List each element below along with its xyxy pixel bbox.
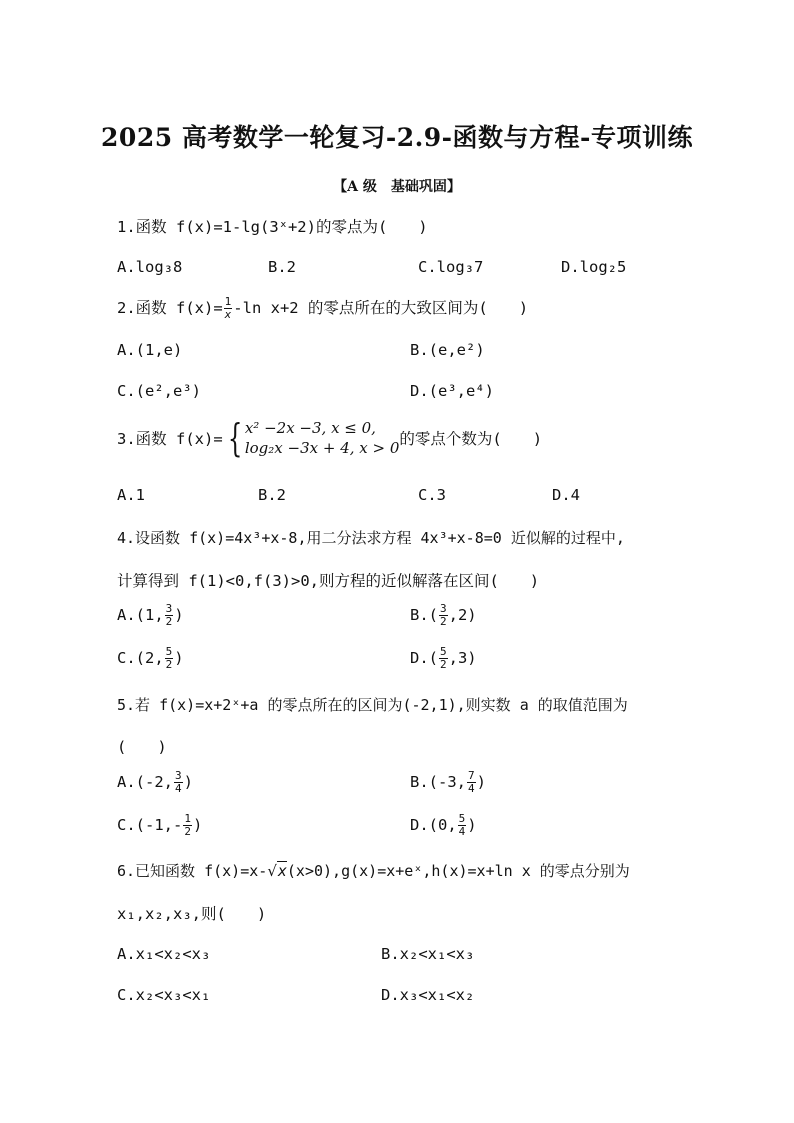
page-title: 2025 高考数学一轮复习-2.9-函数与方程-专项训练 — [101, 123, 693, 152]
q3-option-a: A.1 — [117, 486, 145, 504]
q4-b-frac — [439, 603, 448, 628]
q6-option-d: D.x₃<x₁<x₂ — [381, 986, 475, 1004]
q5-a-frac — [174, 770, 183, 795]
q4-d-pre: D.( — [410, 649, 438, 667]
q3-piecewise — [223, 418, 400, 458]
q5-option-d — [410, 813, 477, 838]
q1-option-b: B.2 — [268, 258, 296, 276]
q5-b-num: 7 — [468, 769, 475, 782]
question-4-line-2: 计算得到 f(1)<0,f(3)>0,则方程的近似解落在区间( ) — [117, 572, 540, 590]
q2-option-d: D.(e³,e⁴) — [410, 382, 494, 400]
q4-a-num: 3 — [165, 602, 173, 615]
question-4-line-1: 4.设函数 f(x)=4x³+x-8,用二分法求方程 4x³+x-8=0 近似解的过程中, — [117, 529, 625, 547]
q5-a-den: 4 — [175, 782, 182, 795]
q4-option-b — [410, 603, 477, 628]
q4-a-post: ) — [174, 606, 184, 624]
question-6-line-1 — [117, 860, 630, 881]
q6-option-a: A.x₁<x₂<x₃ — [117, 945, 211, 963]
question-6-line-2: x₁,x₂,x₃,则( ) — [117, 905, 267, 923]
q5-option-b — [410, 770, 486, 795]
q1-option-c: C.log₃7 — [418, 258, 484, 276]
q1-option-d: D.log₂5 — [561, 258, 627, 276]
q3-option-d: D.4 — [552, 486, 580, 504]
q4-c-frac — [165, 646, 174, 671]
q4-option-c — [117, 646, 184, 671]
q4-c-pre: C.(2, — [117, 649, 164, 667]
q3-stem-pre: 3.函数 f(x)= — [117, 430, 223, 448]
q4-a-den: 2 — [165, 615, 173, 628]
q5-b-post: ) — [476, 773, 486, 791]
question-1-stem: 1.函数 f(x)=1-lg(3ˣ+2)的零点为( ) — [117, 218, 428, 236]
q4-d-post: ,3) — [448, 649, 477, 667]
q4-d-frac — [439, 646, 448, 671]
sqrt-icon: √ — [267, 862, 277, 880]
q2-fraction — [224, 296, 233, 321]
q5-b-pre: B.(-3, — [410, 773, 466, 791]
q5-d-den: 4 — [458, 825, 466, 838]
q4-d-den: 2 — [440, 658, 447, 671]
q5-c-frac — [183, 813, 192, 838]
q4-a-pre: A.(1, — [117, 606, 164, 624]
q4-option-a — [117, 603, 184, 628]
q4-b-den: 2 — [440, 615, 447, 628]
q5-a-post: ) — [183, 773, 193, 791]
q5-option-a — [117, 770, 193, 795]
q2-option-b: B.(e,e²) — [410, 341, 485, 359]
section-heading: 【A 级 基础巩固】 — [333, 179, 461, 195]
q4-d-num: 5 — [440, 645, 447, 658]
q3-stem-post: 的零点个数为( ) — [399, 430, 543, 448]
brace-glyph: { — [227, 416, 243, 460]
q2-option-c: C.(e²,e³) — [117, 382, 201, 400]
q5-option-c — [117, 813, 202, 838]
q3-option-c: C.3 — [418, 486, 446, 504]
q5-d-pre: D.(0, — [410, 816, 457, 834]
q5-d-num: 5 — [458, 812, 466, 825]
q3-case-1: x² −2x −3, x ≤ 0, — [244, 419, 376, 437]
q2-option-a: A.(1,e) — [117, 341, 183, 359]
q5-c-post: ) — [192, 816, 203, 834]
q3-cases — [245, 418, 400, 458]
q5-c-num: 1 — [184, 812, 191, 825]
q5-d-frac — [458, 813, 467, 838]
q5-a-num: 3 — [175, 769, 182, 782]
q6-pre: 6.已知函数 f(x)=x- — [117, 862, 268, 880]
q3-case-2: log₂x −3x + 4, x > 0 — [244, 439, 400, 457]
q5-c-pre: C.(-1,- — [117, 816, 183, 834]
q5-d-post: ) — [467, 816, 477, 834]
q5-b-frac — [467, 770, 476, 795]
q1-option-a: A.log₃8 — [117, 258, 183, 276]
q5-c-den: 2 — [184, 825, 191, 838]
question-3-stem — [117, 418, 542, 458]
question-5-line-2: ( ) — [117, 738, 167, 756]
q2-stem-pre: 2.函数 f(x)= — [117, 299, 223, 317]
q3-option-b: B.2 — [258, 486, 286, 504]
q2-stem-post: -ln x+2 的零点所在的大致区间为( ) — [233, 299, 529, 317]
question-5-line-1: 5.若 f(x)=x+2ˣ+a 的零点所在的区间为(-2,1),则实数 a 的取值范围为 — [117, 696, 628, 714]
q5-b-den: 4 — [468, 782, 475, 795]
q4-b-num: 3 — [440, 602, 447, 615]
q5-a-pre: A.(-2, — [117, 773, 173, 791]
q4-a-frac — [165, 603, 174, 628]
q4-c-num: 5 — [165, 645, 173, 658]
q4-option-d — [410, 646, 477, 671]
question-2-stem — [117, 296, 528, 321]
q6-post: (x>0),g(x)=x+eˣ,h(x)=x+ln x 的零点分别为 — [286, 862, 630, 880]
q6-sqrt-arg: x — [277, 862, 287, 880]
q4-c-post: ) — [174, 649, 184, 667]
q4-b-post: ,2) — [448, 606, 477, 624]
q2-frac-den: x — [224, 308, 232, 321]
q4-b-pre: B.( — [410, 606, 438, 624]
q6-option-c: C.x₂<x₃<x₁ — [117, 986, 211, 1004]
q4-c-den: 2 — [165, 658, 173, 671]
q6-option-b: B.x₂<x₁<x₃ — [381, 945, 475, 963]
q2-frac-num: 1 — [224, 295, 232, 308]
